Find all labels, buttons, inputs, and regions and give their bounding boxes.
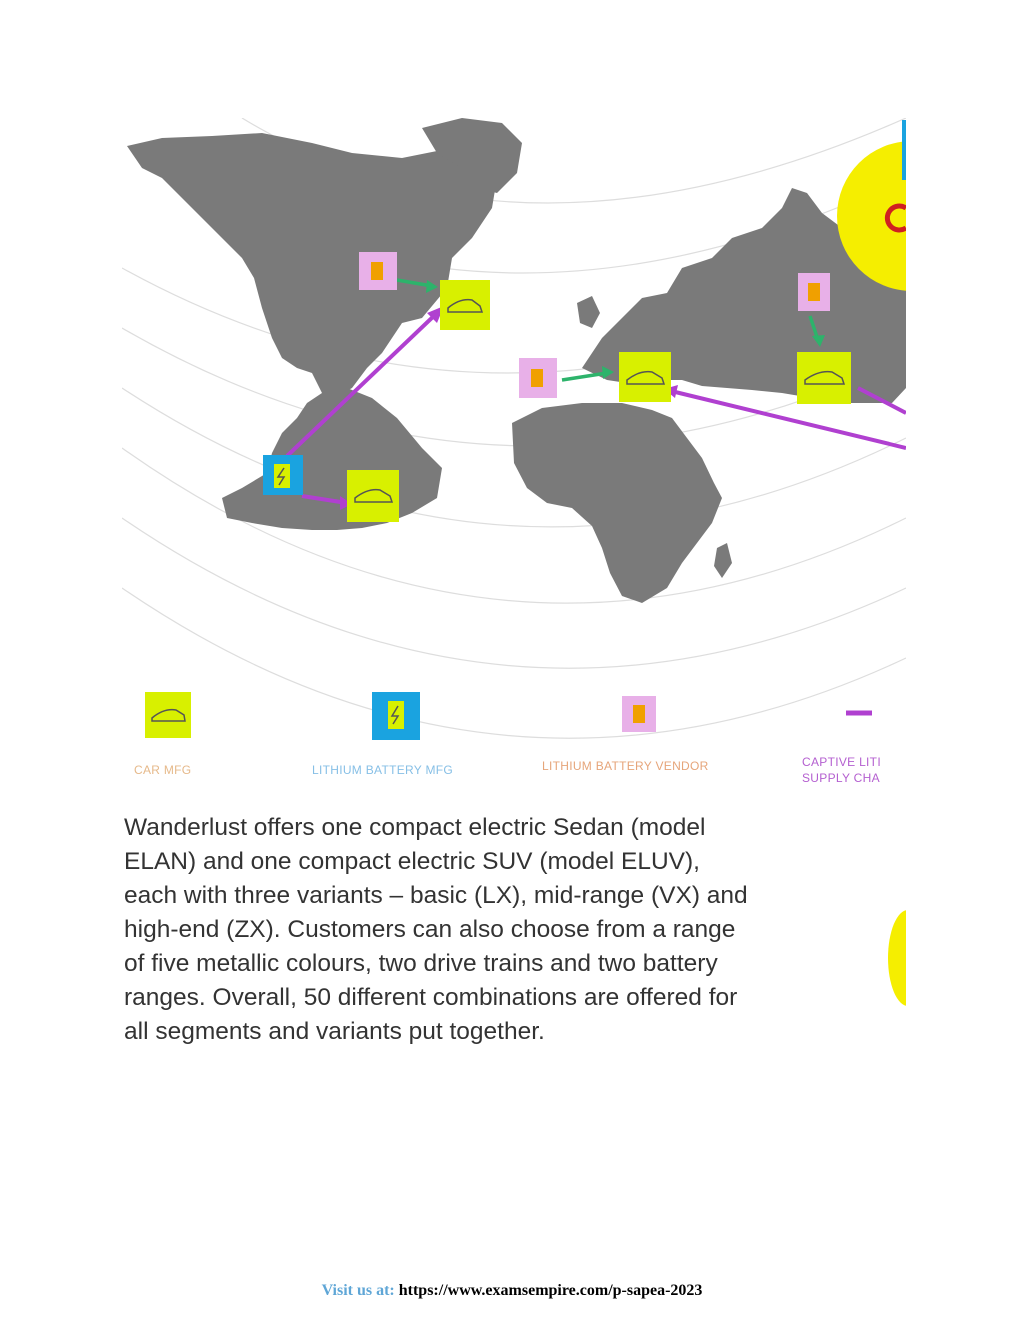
battery-mfg-box-south-america — [263, 455, 303, 495]
south-america — [222, 388, 442, 530]
paragraph-line: all segments and variants put together. — [124, 1018, 545, 1045]
footer-lead: Visit us at: — [321, 1282, 395, 1299]
vendor-box-asia — [798, 273, 830, 311]
car-box-south-america — [347, 470, 399, 522]
legend-captive-line2: SUPPLY CHA — [802, 771, 880, 785]
paragraph-line: ELAN) and one compact electric SUV (model ELUV), — [124, 848, 700, 875]
paragraph-line: Wanderlust offers one compact electric Sedan (model — [124, 814, 706, 841]
africa — [512, 403, 722, 603]
legend-lithium-battery-vendor-label: LITHIUM BATTERY VENDOR — [542, 759, 709, 773]
paragraph-line: ranges. Overall, 50 different combinations are offered for — [124, 984, 738, 1011]
legend-car-icon — [145, 692, 191, 738]
paragraph-line: of five metallic colours, two drive trains and two battery — [124, 950, 718, 977]
paragraph-line: each with three variants – basic (LX), mid-range (VX) and — [124, 882, 748, 909]
car-box-europe — [619, 352, 671, 402]
vendor-box-europe — [519, 358, 557, 398]
british-isles — [577, 296, 600, 328]
legend-car-mfg-label: CAR MFG — [134, 763, 192, 777]
page-footer — [0, 1282, 1024, 1300]
car-box-north-america — [440, 280, 490, 330]
legend-vendor-icon — [622, 696, 656, 732]
car-box-asia — [797, 352, 851, 404]
legend-battery-mfg-icon — [372, 692, 420, 740]
north-america — [127, 133, 497, 398]
paragraph-line: high-end (ZX). Customers can also choose from a range — [124, 916, 736, 943]
legend-captive-line1: CAPTIVE LITI — [802, 755, 881, 769]
madagascar — [714, 543, 732, 578]
legend-captive-label — [802, 754, 881, 786]
world-map — [122, 118, 906, 798]
figure-map — [122, 118, 906, 1070]
highlight-edge-bar — [902, 120, 906, 180]
legend-lithium-battery-mfg-label: LITHIUM BATTERY MFG — [312, 763, 454, 777]
footer-link[interactable]: https://www.examsempire.com/p-sapea-2023 — [398, 1282, 703, 1299]
vendor-box-north-america — [359, 252, 397, 290]
scenario-paragraph — [124, 811, 906, 1049]
